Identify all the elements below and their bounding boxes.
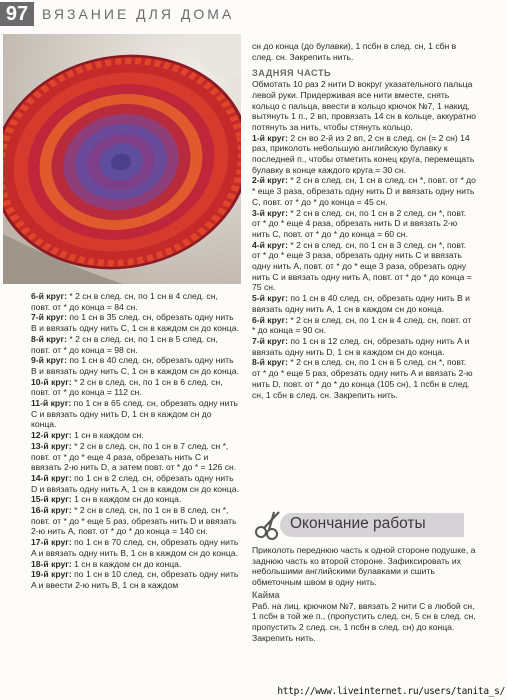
round-item: 4-й круг: * 2 сн в след. сн, по 1 сн в 3 след. сн *, повт. от * до * еще 3 раза, обрезать одну нить C и ввязать одну нить A, повт. от * до * еще 3 раза, обрезать одну нить C и ввязать одну нить A, повт. от * до * до конца = 75 сн. [252, 239, 472, 293]
round-item: 9-й круг: по 1 сн в 40 след. сн, обрезать одну нить B и ввязать одну нить C, 1 сн в каждом сн до конца. [31, 355, 239, 376]
edge-heading: Кайма [252, 589, 280, 600]
scissors-icon [252, 510, 284, 540]
magazine-title: ВЯЗАНИЕ ДЛЯ ДОМА [42, 6, 235, 22]
round-item: 8-й круг: * 2 сн в след. сн, по 1 сн в 5 след. сн, повт. от * до конца = 98 сн. [31, 333, 218, 355]
round-item: 5-й круг: по 1 сн в 40 след. сн, обрезать одну нить B и ввязать одну нить A, 1 сн в каждом сн до конца. [252, 293, 470, 314]
round-item: 13-й круг: * 2 сн в след. сн, по 1 сн в 7 след. сн *, повт. от * до * еще 4 раза, обрезать нить C и ввязать 2-ю нить D, а затем повт. от * до * = 126 сн. [31, 440, 237, 473]
round-item: 6-й круг: * 2 сн в след. сн, по 1 сн в 4 след. сн, повт. от * до конца = 84 сн. [31, 291, 218, 312]
round-item: 10-й круг: * 2 сн в след. сн, по 1 сн в 6 след. сн, повт. от * до конца = 112 сн. [31, 376, 223, 398]
page-number: 97 [0, 2, 34, 26]
right-column [252, 41, 477, 400]
edge-text: Раб. на лиц. крючком №7, ввязать 2 нити C в любой сн, 1 псбн в той же п., (пропустить след. сн, 5 сн в след. сн, пропустить 2 след. сн, 1 псбн в след. сн) до конца. Закрепить нить. [252, 600, 476, 643]
finishing-text: Приколоть переднюю часть к одной стороне подушке, а заднюю часть ко второй стороне. Зафиксировать их небольшими английскими булавками и сшить обметочным швом в одну нить. [252, 545, 476, 588]
finishing-section [252, 545, 477, 643]
round-item: 14-й круг: по 1 сн в 2 след. сн, обрезать одну нить D и ввязать одну нить A, 1 сн в каждом сн до конца. [31, 472, 239, 494]
back-part-intro: Обмотать 10 раз 2 нити D вокруг указательного пальца левой руки. Придерживая все нити вместе, снять кольцо с пальца, ввести в кольцо крючок №7, 1 накид, вытянуть 1 п., 2 вп, провязать 14 сн в кольце, аккуратно потянуть за нить, чтобы стянуть кольцо. [252, 79, 477, 132]
round-item: 6-й круг: * 2 сн в след. сн, по 1 сн в 4 след. сн, повт. от * до конца = 90 сн. [252, 314, 472, 336]
finishing-title: Окончание работы [290, 515, 426, 532]
round-item: 18-й круг: 1 сн в каждом сн до конца. [31, 558, 182, 569]
round-item: 7-й круг: по 1 сн в 35 след. сн, обрезать одну нить B и ввязать одну нить C, 1 сн в каждом сн до конца. [31, 312, 239, 334]
round-item: 8-й круг: * 2 сн в след. сн, по 1 сн в 5 след. сн *, повт. от * до * еще 5 раз, обрезать одну нить A и ввязать 2-ю нить D, повт. от * до * до конца (105 сн), 1 псбн в след. сн, 1 сбн в след. сн. Закрепить нить. [252, 357, 473, 400]
back-part-heading: ЗАДНЯЯ ЧАСТЬ [252, 68, 332, 79]
footer-url: http://www.liveinternet.ru/users/tanita_s/ [277, 686, 505, 697]
cushion-photo [3, 34, 241, 284]
round-item: 2-й круг: * 2 сн в след. сн, 1 сн в след. сн *, повт. от * до * еще 3 раза, обрезать одну нить D и ввязать одну нить C, повт. от * до * до конца = 45 сн. [252, 175, 476, 207]
finishing-banner [252, 510, 464, 540]
round-item: 11-й круг: по 1 сн в 65 след. сн, обрезать одну нить C и ввязать одну нить D, 1 сн в каждом сн до конца. [31, 398, 238, 430]
round-item: 17-й круг: по 1 сн в 70 след. сн, обрезать одну нить A и ввязать одну нить B, 1 сн в каждом сн до конца. [31, 537, 239, 558]
round-item: 7-й круг: по 1 сн в 12 след. сн, обрезать одну нить A и ввязать одну нить D, 1 сн в каждом сн до конца. [252, 335, 470, 357]
round-item: 3-й круг: * 2 сн в след. сн, по 1 сн в 2 след. сн *, повт. от * до * еще 4 раза, обрезать нить D и ввязать 2-ю нить C, повт. от * до * до конца = 60 сн. [252, 207, 467, 239]
continued-text: сн до конца (до булавки), 1 псбн в след. сн, 1 сбн в след. сн. Закрепить нить. [252, 41, 457, 62]
round-item: 16-й круг: * 2 сн в след. сн, по 1 сн в 8 след. сн *, повт. от * до * еще 5 раз, обрезать нить D и ввязать 2-ю нить A, повт. от * до * до конца = 140 сн. [31, 505, 237, 537]
round-item: 12-й круг: 1 сн в каждом сн. [31, 430, 144, 441]
page-header [0, 0, 507, 28]
left-column-rounds [31, 291, 239, 591]
round-item: 19-й круг: по 1 сн в 10 след. сн, обрезать одну нить A и ввести 2-ю нить B, 1 сн в каждом [31, 569, 239, 590]
round-item: 1-й круг: 2 сн во 2-й из 2 вп, 2 сн в след. сн (= 2 сн) 14 раз, приколоть небольшую английскую булавку к последней п., чтобы отметить конец круга, перемещать булавку в конце каждого круга = 30 сн. [252, 132, 475, 175]
round-item: 15-й круг: 1 сн в каждом сн до конца. [31, 494, 182, 505]
